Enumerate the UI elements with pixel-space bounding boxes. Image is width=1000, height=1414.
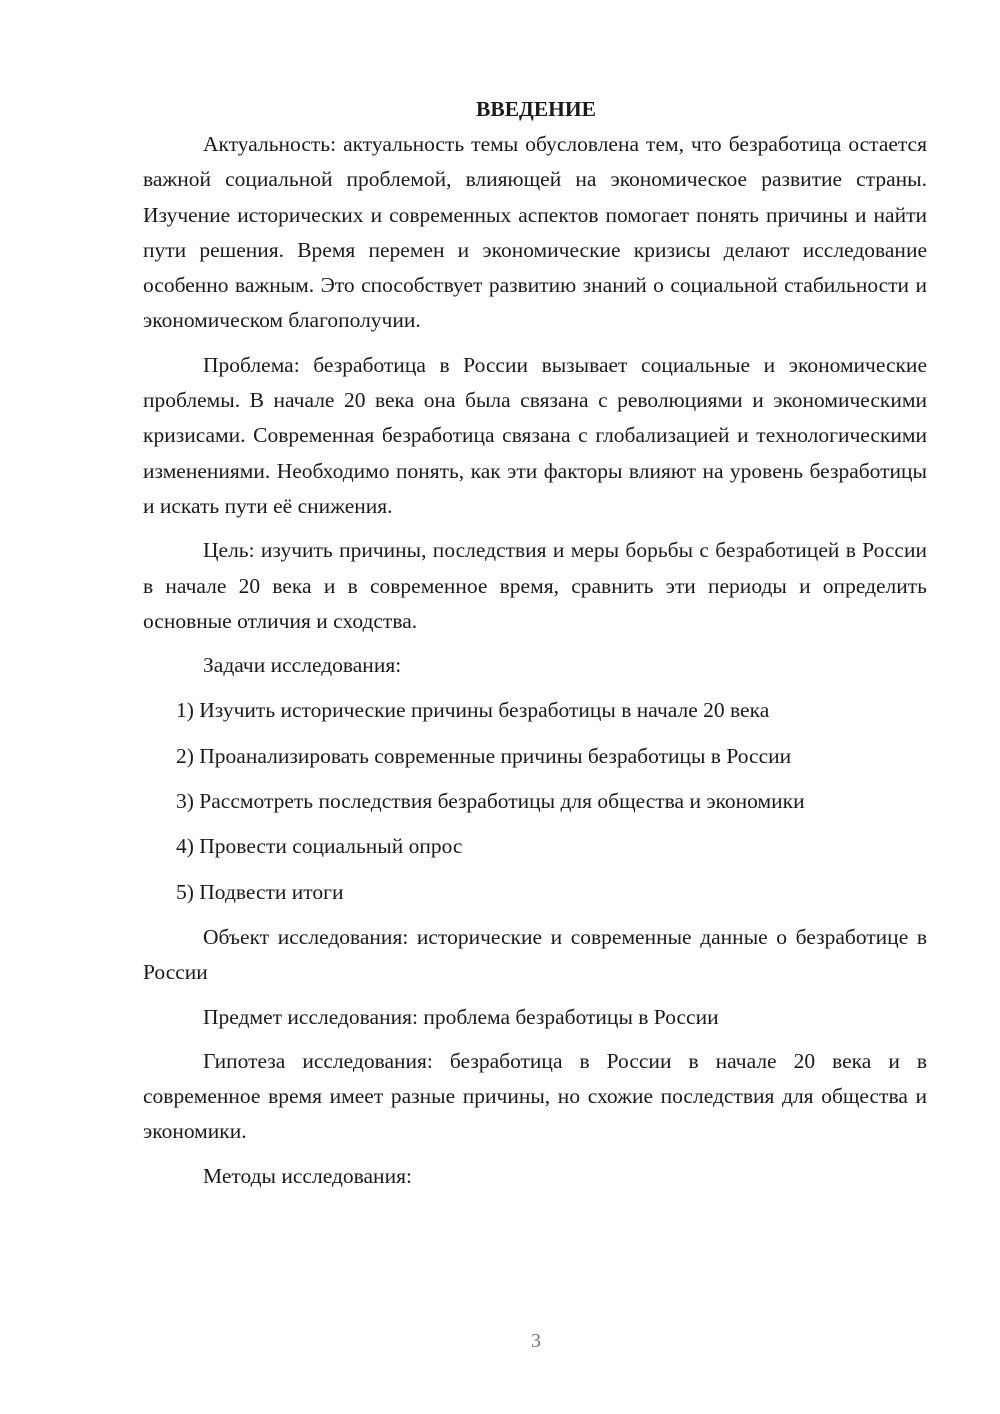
tasks-heading: Задачи исследования:	[203, 653, 402, 678]
page-number: 3	[531, 1330, 541, 1352]
list-item: 2) Проанализировать современные причины безработицы в России	[176, 743, 792, 768]
paragraph-subject: Предмет исследования: проблема безработицы в России	[203, 1004, 719, 1029]
list-item: 4) Провести социальный опрос	[176, 834, 463, 859]
list-item: 3) Рассмотреть последствия безработицы для общества и экономики	[176, 789, 805, 814]
paragraph-relevance: Актуальность: актуальность темы обусловлена тем, что безработица остается важной социальной проблемой, влияющей на экономическое развитие страны. Изучение исторических и современных аспектов помогает понять причины и найти пути решения. Время перемен и экономические кризисы делают исследование особенно важным. Это способствует развитию знаний о социальной стабильности и экономическом благополучии.	[143, 132, 927, 333]
document-page	[143, 92, 927, 1204]
page-title: ВВЕДЕНИЕ	[476, 97, 596, 121]
paragraph-goal: Цель: изучить причины, последствия и меры борьбы с безработицей в России в начале 20 века и в современное время, сравнить эти периоды и определить основные отличия и сходства.	[143, 538, 927, 633]
list-item: 1) Изучить исторические причины безработицы в начале 20 века	[176, 698, 770, 723]
paragraph-hypothesis: Гипотеза исследования: безработица в России в начале 20 века и в современное время имеет разные причины, но схожие последствия для общества и экономики.	[143, 1048, 927, 1144]
paragraph-problem: Проблема: безработица в России вызывает социальные и экономические проблемы. В начале 20 века она была связана с революциями и экономическими кризисами. Современная безработица связана с глобализацией и технологическими изменениями. Необходимо понять, как эти факторы влияют на уровень безработицы и искать пути её снижения.	[143, 352, 927, 518]
paragraph-object: Объект исследования: исторические и современные данные о безработице в России	[143, 924, 927, 985]
list-item: 5) Подвести итоги	[176, 879, 344, 904]
methods-heading: Методы исследования:	[203, 1163, 412, 1188]
tasks-list	[143, 693, 927, 909]
